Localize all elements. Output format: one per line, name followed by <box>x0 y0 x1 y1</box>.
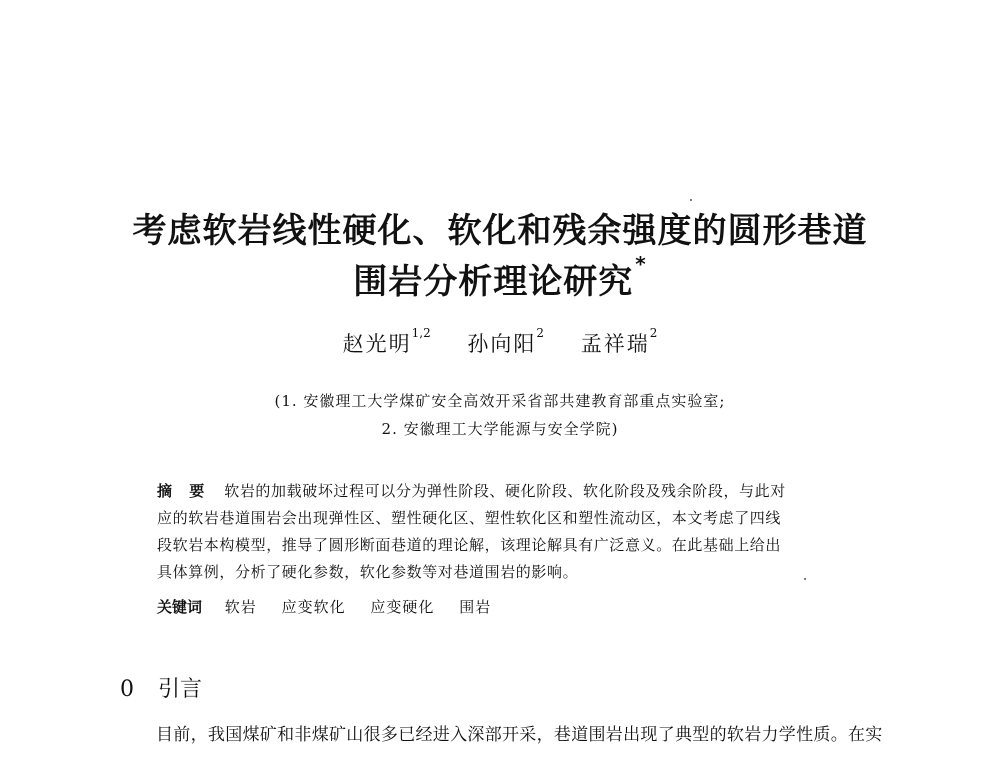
section-title: 引言 <box>158 677 203 702</box>
abstract-text: 软岩的加载破坏过程可以分为弹性阶段、硬化阶段、软化阶段及残余阶段，与此对 <box>224 482 786 500</box>
abstract-line: 应的软岩巷道围岩会出现弹性区、塑性硬化区、塑性软化区和塑性流动区，本文考虑了四线 <box>157 509 782 527</box>
abstract-label: 摘 要 <box>157 482 211 500</box>
abstract <box>157 478 877 586</box>
keyword: 围岩 <box>459 598 492 616</box>
keyword: 应变硬化 <box>370 598 435 616</box>
abstract-line: 段软岩本构模型，推导了圆形断面巷道的理论解，该理论解具有广泛意义。在此基础上给出 <box>157 536 782 554</box>
affiliation-line-2: 2. 安徽理工大学能源与安全学院) <box>381 420 619 438</box>
keyword: 应变软化 <box>281 598 346 616</box>
author-affiliation-mark: 2 <box>536 326 545 340</box>
author-affiliation-mark: 1,2 <box>411 326 431 340</box>
paper-title-line-1 <box>60 203 940 252</box>
paper-title-text-2: 围岩分析理论研究 <box>353 262 634 302</box>
keywords-label: 关键词 <box>157 598 203 616</box>
author-list <box>300 328 700 358</box>
author-affiliation-mark: 2 <box>649 326 658 340</box>
section-number: 0 <box>120 677 134 702</box>
paper-title-line-2 <box>60 254 940 303</box>
author-2 <box>467 326 545 356</box>
author-1 <box>342 326 431 356</box>
author-name: 赵光明 <box>342 332 412 356</box>
keywords <box>157 596 511 617</box>
author-name: 孟祥瑞 <box>580 332 650 356</box>
scan-speck <box>690 199 692 201</box>
keyword: 软岩 <box>224 598 257 616</box>
affiliation-line-1: (1. 安徽理工大学煤矿安全高效开采省部共建教育部重点实验室; <box>274 392 726 410</box>
author-3 <box>580 326 658 356</box>
body-paragraph <box>120 720 920 750</box>
author-name: 孙向阳 <box>467 332 537 356</box>
abstract-line: 具体算例，分析了硬化参数，软化参数等对巷道围岩的影响。 <box>157 563 579 581</box>
body-line: 目前，我国煤矿和非煤矿山很多已经进入深部开采，巷道围岩出现了典型的软岩力学性质。在实 <box>156 725 883 745</box>
paper-title-text-1: 考虑软岩线性硬化、软化和残余强度的圆形巷道 <box>132 211 868 251</box>
section-heading <box>120 672 202 703</box>
title-footnote-mark: * <box>635 252 647 276</box>
abstract-line <box>157 478 877 505</box>
